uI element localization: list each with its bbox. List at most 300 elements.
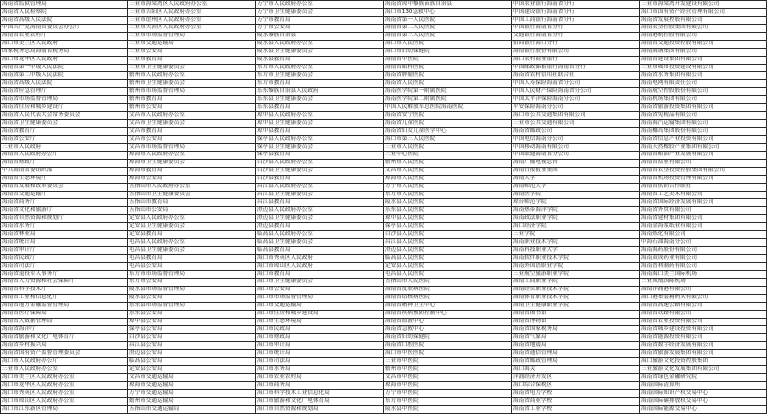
table-cell[interactable]: 海南省旅游发展集团有限公司 xyxy=(640,350,767,358)
table-cell[interactable]: 三亚学院 xyxy=(512,231,640,239)
table-cell[interactable]: 海南省人民代表大会常务委员会 xyxy=(1,112,128,120)
table-cell[interactable]: 海口市国有资产经营管理有限公司 xyxy=(640,8,767,16)
table-cell[interactable]: 海南省高速公路有限公司 xyxy=(640,302,767,310)
table-cell[interactable]: 琼海市中医院 xyxy=(384,382,512,390)
table-cell[interactable]: 五指山市人民政府办公室 xyxy=(128,183,256,191)
table-cell[interactable]: 平安保险海南分公司 xyxy=(512,104,640,112)
table-cell[interactable]: 海南省农业投资有限公司 xyxy=(640,318,767,326)
table-cell[interactable]: 海南省民政厅 xyxy=(1,255,128,263)
table-cell[interactable]: 海南省免税品有限公司 xyxy=(640,112,767,120)
table-cell[interactable]: 海南职业技术学院 xyxy=(512,239,640,247)
table-cell[interactable]: 乐东县卫生健康委员会 xyxy=(256,96,384,104)
table-cell[interactable]: 海南省市场监督管理局 xyxy=(1,96,128,104)
table-cell[interactable]: 海南国际能源交易中心 xyxy=(640,405,767,413)
table-cell[interactable]: 海南椰岛集团股份有限公司 xyxy=(640,128,767,136)
table-cell[interactable]: 海南省交通运输厅 xyxy=(1,191,128,199)
table-cell[interactable]: 海口市第三人民医院 xyxy=(384,135,512,143)
table-cell[interactable]: 澄迈县公安局 xyxy=(128,350,256,358)
table-cell[interactable]: 海南省第一中级人民法院 xyxy=(1,64,128,72)
table-cell[interactable]: 招商银行海口分行 xyxy=(512,40,640,48)
table-cell[interactable]: 海口市人民医院 xyxy=(384,40,512,48)
table-cell[interactable]: 海南省科学技术厅 xyxy=(1,286,128,294)
table-cell[interactable]: 三亚市崖州区人民政府办公室 xyxy=(128,16,256,24)
table-cell[interactable]: 海南银行股份有限公司 xyxy=(512,48,640,56)
table-cell[interactable]: 东方市人民医院 xyxy=(384,191,512,199)
table-cell[interactable]: 陵水县人民医院 xyxy=(384,199,512,207)
table-cell[interactable]: 定安县人民医院 xyxy=(384,262,512,270)
table-cell[interactable]: 文昌市公安局 xyxy=(128,135,256,143)
table-cell[interactable]: 乐东县人民医院 xyxy=(384,207,512,215)
table-cell[interactable]: 三亚市交通运输局 xyxy=(128,40,256,48)
table-cell[interactable]: 海口旅游文化投资控股集团 xyxy=(640,358,767,366)
table-cell[interactable]: 乐东黎族自治县人民政府 xyxy=(256,88,384,96)
table-cell[interactable]: 文昌市教育局 xyxy=(128,128,256,136)
table-cell[interactable]: 海南省皮肤病医院 xyxy=(384,286,512,294)
table-cell[interactable]: 文昌市人民医院 xyxy=(384,167,512,175)
table-cell[interactable]: 海南省商业学校 xyxy=(512,397,640,405)
table-cell[interactable]: 海南省博物馆 xyxy=(512,318,640,326)
table-cell[interactable]: 保亭县人民医院 xyxy=(384,223,512,231)
table-cell[interactable]: 琼中县教育局 xyxy=(256,128,384,136)
table-cell[interactable]: 海口港集装箱码头有限公司 xyxy=(640,294,767,302)
table-cell[interactable]: 海口市商务局 xyxy=(256,382,384,390)
table-cell[interactable]: 陵水县人民政府办公室 xyxy=(256,40,384,48)
table-cell[interactable]: 五指山市教育局 xyxy=(128,199,256,207)
table-cell[interactable]: 中国太平洋保险海南分公司 xyxy=(512,96,640,104)
table-cell[interactable]: 三亚凤凰国际机场 xyxy=(640,278,767,286)
table-cell[interactable]: 海口市农业农村局 xyxy=(256,374,384,382)
table-cell[interactable]: 定安县公安局 xyxy=(128,366,256,374)
table-cell[interactable]: 白沙县人民医院 xyxy=(384,231,512,239)
table-cell[interactable]: 陵水黎族自治县 xyxy=(256,32,384,40)
table-cell[interactable]: 海南省商务厅 xyxy=(1,199,128,207)
table-cell[interactable]: 海口市龙华区人民政府办公室 xyxy=(1,382,128,390)
table-cell[interactable]: 海南医学院第二附属医院 xyxy=(384,96,512,104)
table-cell[interactable]: 临高县公安局 xyxy=(128,358,256,366)
table-cell[interactable]: 三亚市卫生健康委员会 xyxy=(128,64,256,72)
table-cell[interactable]: 海南省疾病预防控制中心 xyxy=(384,310,512,318)
table-cell[interactable]: 海南省国际经济发展有限公司 xyxy=(640,199,767,207)
table-cell[interactable]: 海口市审计局 xyxy=(256,342,384,350)
table-cell[interactable]: 昌江县卫生健康委员会 xyxy=(256,191,384,199)
table-cell[interactable]: 海南省妇幼保健院 xyxy=(384,334,512,342)
table-cell[interactable]: 临高县卫生健康委员会 xyxy=(256,239,384,247)
table-cell[interactable]: 琼海市人民政府办公室 xyxy=(128,151,256,159)
table-cell[interactable]: 白沙县卫生健康委员会 xyxy=(256,167,384,175)
table-cell[interactable]: 东方市公安局 xyxy=(128,278,256,286)
table-cell[interactable]: 屯昌县人民政府办公室 xyxy=(128,239,256,247)
table-cell[interactable]: 海南省急救中心 xyxy=(384,326,512,334)
table-cell[interactable]: 东方市市场监督管理局 xyxy=(128,270,256,278)
table-cell[interactable]: 东方市卫生健康委员会 xyxy=(256,72,384,80)
table-cell[interactable]: 琼台师范学院 xyxy=(512,199,640,207)
table-cell[interactable]: 海南农垦控股集团有限公司 xyxy=(640,24,767,32)
table-cell[interactable]: 海南省精神卫生中心 xyxy=(384,302,512,310)
table-cell[interactable]: 海南省教育厅 xyxy=(1,128,128,136)
table-cell[interactable]: 海口市秀英区人民政府 xyxy=(256,255,384,263)
table-cell[interactable]: 文昌市中医院 xyxy=(384,374,512,382)
table-cell[interactable]: 五指山市公安局 xyxy=(128,207,256,215)
table-cell[interactable]: 海口市琼山区人民政府 xyxy=(256,262,384,270)
table-cell[interactable]: 海南省信息产业投资有限公司 xyxy=(640,135,767,143)
table-cell[interactable]: 三亚市公安局 xyxy=(128,48,256,56)
table-cell[interactable]: 海南国际知识产权交易中心 xyxy=(640,389,767,397)
table-cell[interactable]: 三亚市中医院 xyxy=(384,358,512,366)
table-cell[interactable]: 海南省旅游和文化广电体育厅 xyxy=(1,334,128,342)
table-cell[interactable]: 海南省结核病医院 xyxy=(384,294,512,302)
table-cell[interactable]: 海口市市场监督管理局 xyxy=(256,294,384,302)
table-cell[interactable]: 海南普利制药有限公司 xyxy=(640,262,767,270)
table-cell[interactable]: 海南省眼科医院 xyxy=(384,64,512,72)
table-cell[interactable]: 海南体育职业技术学院 xyxy=(512,294,640,302)
table-cell[interactable]: 海口市司法局 xyxy=(256,358,384,366)
table-cell[interactable]: 海南省肿瘤医院 xyxy=(384,72,512,80)
table-cell[interactable]: 海南省工业学校 xyxy=(512,405,640,413)
table-cell[interactable]: 海南省审计厅 xyxy=(1,247,128,255)
table-cell[interactable]: 海南省海洋厅 xyxy=(1,326,128,334)
table-cell[interactable]: 海南省监狱管理局 xyxy=(1,1,128,9)
table-cell[interactable]: 海南省口腔医院 xyxy=(384,342,512,350)
table-cell[interactable]: 海南省人民政府办公厅 xyxy=(1,151,128,159)
table-cell[interactable]: 澄迈县教育局 xyxy=(256,223,384,231)
table-cell[interactable]: 洋浦经济开发区 xyxy=(512,374,640,382)
table-cell[interactable]: 中国人民解放军总医院海南医院 xyxy=(384,104,512,112)
table-cell[interactable]: 中国人寿保险海南省分公司 xyxy=(512,80,640,88)
table-cell[interactable]: 屯昌县卫生健康委员会 xyxy=(128,247,256,255)
table-cell[interactable]: 中国联通海南省分公司 xyxy=(512,151,640,159)
table-cell[interactable]: 琼海市人民医院 xyxy=(384,175,512,183)
table-cell[interactable]: 三亚市教育局 xyxy=(128,56,256,64)
table-cell[interactable]: 三亚市公共交通有限公司 xyxy=(512,120,640,128)
table-cell[interactable]: 万宁市公安局 xyxy=(256,24,384,32)
table-cell[interactable]: 万宁市教育局 xyxy=(256,16,384,24)
table-cell[interactable]: 海南外国语职业学院 xyxy=(512,262,640,270)
table-cell[interactable]: 海南省建材集团有限公司 xyxy=(640,215,767,223)
table-cell[interactable]: 三亚市海棠湾区人民政府办公室 xyxy=(128,1,256,9)
table-cell[interactable]: 海南省第三人民医院 xyxy=(384,32,512,40)
table-cell[interactable]: 海南省人民检察院 xyxy=(1,8,128,16)
table-cell[interactable]: 临高县人民医院 xyxy=(384,255,512,263)
table-cell[interactable]: 海南省邮政公司 xyxy=(512,128,640,136)
table-cell[interactable]: 海口市中医医院 xyxy=(384,350,512,358)
table-cell[interactable]: 儋州市卫生健康委员会 xyxy=(128,80,256,88)
table-cell[interactable]: 海南软件职业技术学院 xyxy=(512,255,640,263)
table-cell[interactable]: 乐东县市场监督管理局 xyxy=(128,302,256,310)
table-cell[interactable]: 五指山市交通运输局 xyxy=(128,405,256,413)
table-cell[interactable]: 海南省交通投资控股有限公司 xyxy=(640,40,767,48)
table-cell[interactable]: 东方市人民政府办公室 xyxy=(256,64,384,72)
table-cell[interactable]: 三亚中心医院 xyxy=(384,151,512,159)
table-cell[interactable]: 三亚市人民医院 xyxy=(384,143,512,151)
table-cell[interactable]: 万宁市人民医院 xyxy=(384,183,512,191)
table-cell[interactable]: 海南省卫生健康委员会 xyxy=(1,120,128,128)
table-cell[interactable]: 三亚航空旅游职业学院 xyxy=(512,270,640,278)
table-cell[interactable]: 海口市科学技术工业信息化局 xyxy=(256,389,384,397)
table-cell[interactable]: 海南天然橡胶产业集团有限公司 xyxy=(640,143,767,151)
table-cell[interactable]: 三亚市吉阳区人民政府办公室 xyxy=(128,8,256,16)
table-cell[interactable]: 五指山市人民医院 xyxy=(384,278,512,286)
table-cell[interactable]: 海南省中医院 xyxy=(384,56,512,64)
table-cell[interactable]: 海南省盐业有限公司 xyxy=(640,159,767,167)
table-cell[interactable]: 临高县教育局 xyxy=(256,247,384,255)
table-cell[interactable]: 儋州市公安局 xyxy=(128,104,256,112)
table-cell[interactable]: 海南省血液中心 xyxy=(384,318,512,326)
table-cell[interactable]: 海口市妇幼保健院 xyxy=(384,48,512,56)
table-cell[interactable]: 海口市生态环境局 xyxy=(256,318,384,326)
table-cell[interactable]: 中国移动海南有限公司 xyxy=(512,143,640,151)
table-cell[interactable]: 海南省通信管理局 xyxy=(512,350,640,358)
table-cell[interactable]: 海口海关 xyxy=(512,366,640,374)
table-cell[interactable]: 海南省应急管理厅 xyxy=(1,88,128,96)
table-cell[interactable]: 海南日报报业集团 xyxy=(512,167,640,175)
table-cell[interactable]: 海南省机场投资管理有限公司 xyxy=(640,175,767,183)
table-cell[interactable]: 中国共产党海南省委员会办公厅 xyxy=(1,24,128,32)
table-cell[interactable]: 保亭县人民政府办公室 xyxy=(256,135,384,143)
table-cell[interactable]: 海南省财政厅 xyxy=(1,159,128,167)
table-cell[interactable]: 海南省安宁医院 xyxy=(384,112,512,120)
table-cell[interactable]: 海南省林业局 xyxy=(1,231,128,239)
table-cell[interactable]: 海南省妇女儿童医学中心 xyxy=(384,128,512,136)
table-cell[interactable]: 海南广播电视总台 xyxy=(512,159,640,167)
table-cell[interactable]: 海口市交通运输局 xyxy=(256,302,384,310)
table-cell[interactable]: 海口市美兰区人民政府 xyxy=(1,40,128,48)
table-cell[interactable]: 保亭县教育局 xyxy=(256,151,384,159)
table-cell[interactable]: 琼海市交通运输局 xyxy=(128,382,256,390)
table-cell[interactable]: 万宁市人民政府办公室 xyxy=(256,1,384,9)
table-cell[interactable]: 屯昌县教育局 xyxy=(128,255,256,263)
table-cell[interactable]: 海南卫生健康职业学院 xyxy=(512,302,640,310)
table-cell[interactable]: 海口经济学院 xyxy=(512,223,640,231)
table-cell[interactable]: 海口市人民政府办公厅 xyxy=(1,358,128,366)
table-cell[interactable]: 陵水县中医院 xyxy=(384,405,512,413)
table-cell[interactable]: 保亭县公安局 xyxy=(128,326,256,334)
table-cell[interactable]: 海南省自然资源和规划厅 xyxy=(1,215,128,223)
table-cell[interactable]: 定安县人民政府办公室 xyxy=(128,215,256,223)
table-cell[interactable]: 海口市公安局 xyxy=(256,286,384,294)
table-cell[interactable]: 海南省大数据管理局 xyxy=(1,318,128,326)
table-cell[interactable]: 海南省地震局 xyxy=(512,342,640,350)
table-cell[interactable]: 海南双成药业有限公司 xyxy=(640,255,767,263)
table-cell[interactable]: 海南大学 xyxy=(512,175,640,183)
table-cell[interactable]: 海南省图书馆 xyxy=(512,310,640,318)
table-cell[interactable]: 海口市财政局 xyxy=(256,334,384,342)
table-cell[interactable]: 海口市水务局 xyxy=(256,366,384,374)
table-cell[interactable]: 东方市教育局 xyxy=(256,80,384,88)
table-cell[interactable]: 海南省气象局 xyxy=(512,334,640,342)
table-cell[interactable]: 文昌市卫生健康委员会 xyxy=(128,120,256,128)
table-cell[interactable]: 海南省能源投资有限公司 xyxy=(640,334,767,342)
table-cell[interactable]: 海南省医疗保障局 xyxy=(1,310,128,318)
table-cell[interactable]: 万宁市交通运输局 xyxy=(128,389,256,397)
table-cell[interactable]: 国家税务总局海南省税务局 xyxy=(1,48,128,56)
table-cell[interactable]: 三亚市海棠湾开发建设有限公司 xyxy=(640,1,767,9)
table-cell[interactable]: 海南港航控股有限公司 xyxy=(640,32,767,40)
table-cell[interactable]: 五指山市卫生健康委员会 xyxy=(128,191,256,199)
table-cell[interactable]: 儋州市人民医院 xyxy=(384,159,512,167)
table-cell[interactable]: 海南省旅游投资集团有限公司 xyxy=(640,104,767,112)
table-cell[interactable]: 儋州市市场监督管理局 xyxy=(128,88,256,96)
table-cell[interactable]: 屯昌县人民医院 xyxy=(384,270,512,278)
table-cell[interactable]: 海南金海浆纸业有限公司 xyxy=(640,223,767,231)
table-cell[interactable]: 琼中县人民医院 xyxy=(384,215,512,223)
table-cell[interactable]: 白沙县教育局 xyxy=(256,175,384,183)
table-cell[interactable]: 中国银行海南省分行 xyxy=(512,24,640,32)
table-cell[interactable]: 海南经贸职业技术学院 xyxy=(512,286,640,294)
table-cell[interactable]: 文昌市人民政府办公室 xyxy=(128,112,256,120)
table-cell[interactable]: 海南海钢集团有限公司 xyxy=(640,48,767,56)
table-cell[interactable]: 万宁市卫生健康委员会 xyxy=(256,8,384,16)
table-cell[interactable]: 海南科技职业大学 xyxy=(512,247,640,255)
table-cell[interactable]: 琼海市公安局 xyxy=(128,175,256,183)
table-cell[interactable]: 海南省农村信用社联合社 xyxy=(512,72,640,80)
table-cell[interactable]: 海南省工艺美术有限公司 xyxy=(640,191,767,199)
table-cell[interactable]: 海南机场集团有限公司 xyxy=(640,96,767,104)
table-cell[interactable]: 海南省第二人民医院 xyxy=(384,24,512,32)
table-cell[interactable]: 海南省工业和信息化厅 xyxy=(1,294,128,302)
table-cell[interactable]: 海南省第一人民医院 xyxy=(384,16,512,24)
table-cell[interactable]: 儋州市人民政府办公室 xyxy=(128,72,256,80)
table-cell[interactable]: 昌江县公安局 xyxy=(128,342,256,350)
table-cell[interactable]: 昌江县人民医院 xyxy=(384,239,512,247)
table-cell[interactable]: 澄迈县人民医院 xyxy=(384,247,512,255)
table-cell[interactable]: 海南电网有限责任公司 xyxy=(640,80,767,88)
table-cell[interactable]: 三亚市天涯区人民政府办公室 xyxy=(128,24,256,32)
table-cell[interactable]: 澄迈县人民政府办公室 xyxy=(256,207,384,215)
table-cell[interactable]: 海南省水务厅 xyxy=(1,223,128,231)
table-cell[interactable]: 儋州市教育局 xyxy=(128,96,256,104)
table-cell[interactable]: 海南海汽运输集团有限公司 xyxy=(640,120,767,128)
table-cell[interactable]: 海口市民政局 xyxy=(256,326,384,334)
table-cell[interactable]: 海南海口美兰国际机场 xyxy=(640,270,767,278)
table-cell[interactable]: 中国邮政储蓄银行海南省分行 xyxy=(512,64,640,72)
table-cell[interactable]: 海南医学院 xyxy=(512,191,640,199)
table-cell[interactable]: 东方市中医院 xyxy=(384,397,512,405)
table-cell[interactable]: 琼中县卫生健康委员会 xyxy=(256,120,384,128)
table-cell[interactable]: 海南省退役军人事务厅 xyxy=(1,270,128,278)
table-cell[interactable]: 海口市龙华区人民政府 xyxy=(1,56,128,64)
table-cell[interactable]: 海南省发展控股有限公司 xyxy=(640,16,767,24)
table-cell[interactable]: 屯昌县公安局 xyxy=(128,262,256,270)
table-cell[interactable]: 定安县教育局 xyxy=(128,231,256,239)
table-cell[interactable]: 保亭县卫生健康委员会 xyxy=(256,143,384,151)
table-cell[interactable]: 海南省第二中级人民法院 xyxy=(1,72,128,80)
table-cell[interactable]: 海南省人力资源和社会保障厅 xyxy=(1,278,128,286)
table-cell[interactable]: 海南省供销合作联社 xyxy=(640,183,767,191)
table-cell[interactable]: 海口综合保税区 xyxy=(512,382,640,390)
table-cell[interactable]: 海南省琼中黎族苗族自治县 xyxy=(384,1,512,9)
table-cell[interactable]: 海南热带海洋学院 xyxy=(512,207,640,215)
table-cell[interactable]: 海南省邮政管理局 xyxy=(512,358,640,366)
table-cell[interactable]: 海口市旅游和文化广电体育局 xyxy=(256,397,384,405)
table-cell[interactable]: 海南航空控股股份有限公司 xyxy=(640,88,767,96)
table-cell[interactable]: 海南省发展和改革委员会 xyxy=(1,183,128,191)
table-cell[interactable]: 海南省农垦投资控股集团有限公司 xyxy=(640,167,767,175)
table-cell[interactable]: 陵水县卫生健康委员会 xyxy=(256,48,384,56)
table-cell[interactable]: 海南省农业农村厅 xyxy=(1,32,128,40)
table-cell[interactable]: 昌江县教育局 xyxy=(256,199,384,207)
table-cell[interactable]: 陵水县公安局 xyxy=(128,294,256,302)
table-cell[interactable]: 海南省地方金融监督管理局 xyxy=(1,302,128,310)
table-cell[interactable]: 海南省国有资产监督管理委员会 xyxy=(1,350,128,358)
table-cell[interactable]: 三亚旅游文化发展集团有限公司 xyxy=(640,366,767,374)
table-cell[interactable]: 文昌市交通运输局 xyxy=(128,374,256,382)
table-cell[interactable]: 海南洋浦港有限公司 xyxy=(640,286,767,294)
table-cell[interactable]: 海南省高级人民法院 xyxy=(1,16,128,24)
table-cell[interactable]: 三亚市人民政府办公室 xyxy=(1,366,128,374)
table-cell[interactable]: 海口市琼山区人民政府办公室 xyxy=(1,397,128,405)
table-cell[interactable]: 中国农业银行海南省分行 xyxy=(512,1,640,9)
table-cell[interactable]: 中国电信海南分公司 xyxy=(512,135,640,143)
table-cell[interactable]: 海南省儿童医院 xyxy=(384,120,512,128)
table-cell[interactable]: 万宁市中医院 xyxy=(384,389,512,397)
table-cell[interactable]: 琼海市教育局 xyxy=(128,167,256,175)
table-cell[interactable]: 海南省铁路有限公司 xyxy=(640,310,767,318)
table-cell[interactable]: 海南省司法厅 xyxy=(1,262,128,270)
table-cell[interactable]: 儋州市交通运输局 xyxy=(128,397,256,405)
table-cell[interactable]: 乐东县公安局 xyxy=(128,310,256,318)
table-cell[interactable]: 昌江县人民政府办公室 xyxy=(256,183,384,191)
table-cell[interactable]: 海南海药股份有限公司 xyxy=(640,247,767,255)
table-cell[interactable]: 儋州市中医院 xyxy=(384,366,512,374)
table-cell[interactable]: 海口市卫生健康委员会 xyxy=(256,278,384,286)
table-cell[interactable]: 海口市秀英区人民政府办公室 xyxy=(1,389,128,397)
table-cell[interactable]: 琼中县人民政府办公室 xyxy=(256,112,384,120)
table-cell[interactable]: 海南省电力学校 xyxy=(512,389,640,397)
table-cell[interactable]: 海南工商职业学院 xyxy=(512,278,640,286)
table-cell[interactable]: 海口农村商业银行 xyxy=(512,56,640,64)
table-cell[interactable]: 三亚市城市投资建设有限公司 xyxy=(640,64,767,72)
table-cell[interactable]: 海南省高级人民法院 xyxy=(1,80,128,88)
table-cell[interactable]: 海南国际碳排放权交易中心 xyxy=(640,397,767,405)
table-cell[interactable]: 海南政法职业学院 xyxy=(512,215,640,223)
table-cell[interactable]: 中共海南省委组织部 xyxy=(1,167,128,175)
table-cell[interactable]: 海南省乡村振兴局 xyxy=(1,342,128,350)
table-cell[interactable]: 白沙县人民政府办公室 xyxy=(256,159,384,167)
table-cell[interactable]: 海口市江东新区管理局 xyxy=(1,405,128,413)
table-cell[interactable]: 海口市自然资源和规划局 xyxy=(256,405,384,413)
table-cell[interactable]: 海南省绿色金融研究院 xyxy=(640,374,767,382)
table-cell[interactable]: 海南医学院第一附属医院 xyxy=(384,88,512,96)
table-cell[interactable]: 琼海市卫生健康委员会 xyxy=(128,159,256,167)
table-cell[interactable]: 定安县卫生健康委员会 xyxy=(128,223,256,231)
table-cell[interactable]: 中海石油海南分公司 xyxy=(640,239,767,247)
table-cell[interactable]: 海南省国家税务局 xyxy=(512,326,640,334)
table-cell[interactable]: 交通银行海南省分行 xyxy=(512,32,640,40)
table-cell[interactable]: 海南炼化有限公司 xyxy=(640,231,767,239)
table-cell[interactable]: 海南省文化和旅游厅 xyxy=(1,207,128,215)
table-cell[interactable]: 三亚市市场监督管理局 xyxy=(128,32,256,40)
table-cell[interactable]: 海口市统计局 xyxy=(256,350,384,358)
table-cell[interactable]: 海南省公安厅 xyxy=(1,135,128,143)
table-cell[interactable]: 海南师范大学 xyxy=(512,183,640,191)
table-cell[interactable]: 海南省粮油产业发展有限公司 xyxy=(640,151,767,159)
table-cell[interactable]: 文昌市市场监督管理局 xyxy=(128,143,256,151)
table-cell[interactable]: 海南省住房和城乡建设厅 xyxy=(1,104,128,112)
table-cell[interactable]: 海南省水务集团有限公司 xyxy=(640,72,767,80)
table-cell[interactable]: 白沙县公安局 xyxy=(128,334,256,342)
table-cell[interactable]: 海南省数字经济发展有限公司 xyxy=(640,342,767,350)
table-cell[interactable]: 海南国际清算所 xyxy=(640,382,767,390)
table-cell[interactable]: 海口市教育局 xyxy=(256,270,384,278)
table-cell[interactable]: 乐东县教育局 xyxy=(256,104,384,112)
table-cell[interactable]: 陵水县教育局 xyxy=(256,56,384,64)
table-cell[interactable]: 中国工商银行海南省分行 xyxy=(512,16,640,24)
table-cell[interactable]: 海南省人民医院 xyxy=(384,80,512,88)
table-cell[interactable]: 中国建设银行海南省分行 xyxy=(512,8,640,16)
table-cell[interactable]: 海口市美兰区人民政府办公室 xyxy=(1,374,128,382)
table-cell[interactable]: 海南省外贸有限公司 xyxy=(640,207,767,215)
table-cell[interactable]: 海南省建设集团有限公司 xyxy=(640,56,767,64)
